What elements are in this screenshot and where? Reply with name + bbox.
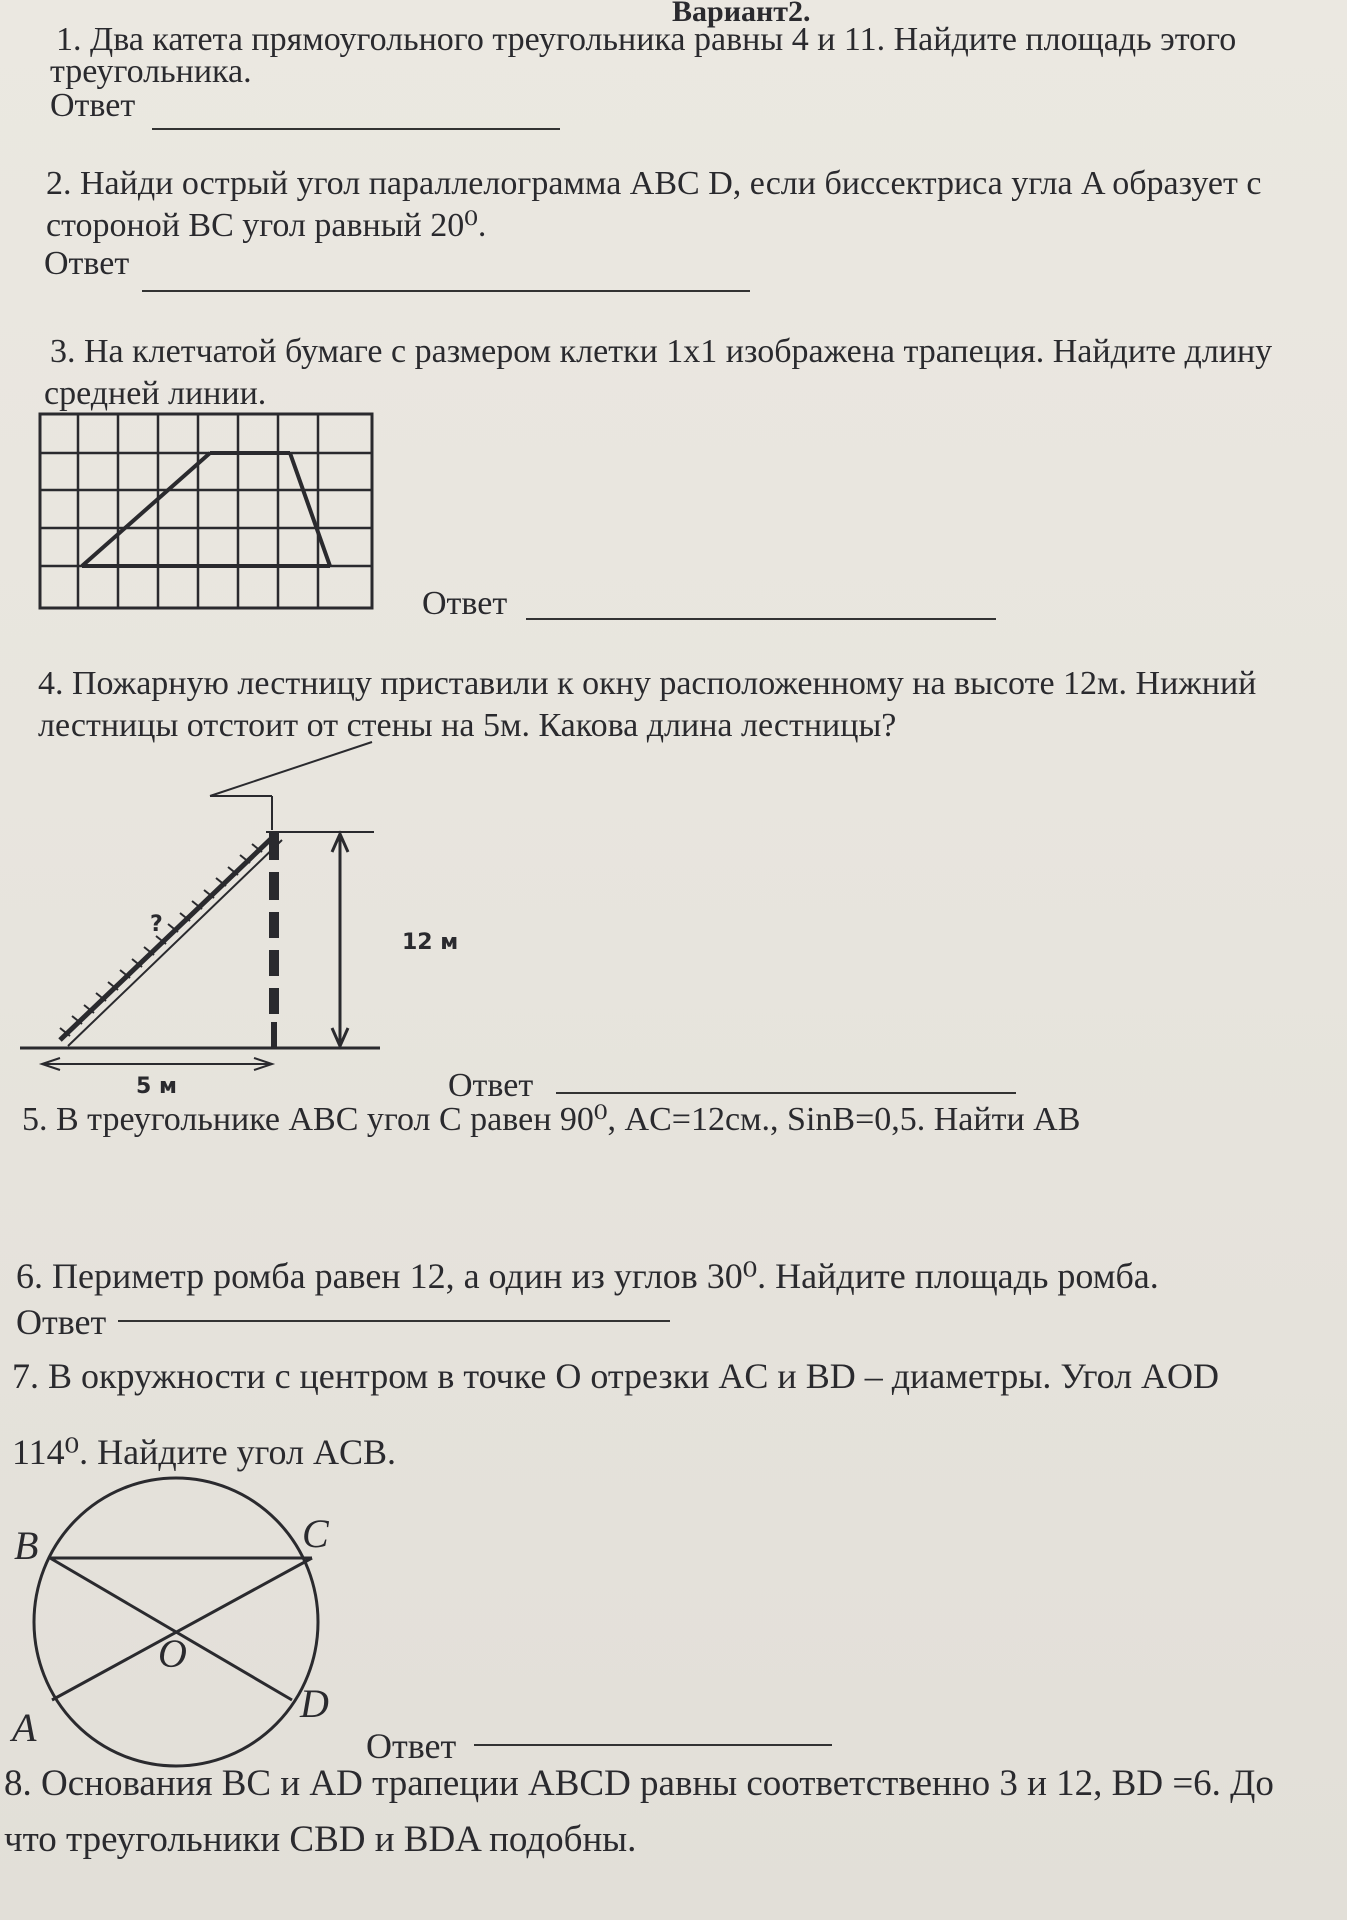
q4-text-line1: 4. Пожарную лестницу приставили к окну расположенному на высоте 12м. Нижний [38,665,1257,702]
point-C-label: C [302,1511,329,1556]
q4-answer-line[interactable] [556,1092,1016,1094]
q2-answer-line[interactable] [142,290,750,292]
q8-text-line2: что треугольники CBD и BDA подобны. [4,1819,637,1860]
q4-ladder-figure [20,740,460,1080]
q7-answer-line[interactable] [474,1744,832,1746]
q6-answer-label: Ответ [16,1302,107,1342]
q7-text-line2: 114⁰. Найдите угол ACB. [12,1432,397,1472]
ladder-unknown-length-label: ? [150,912,163,937]
point-B-label: B [14,1523,39,1568]
q3-text-line1: 3. На клетчатой бумаге с размером клетки 1x1 изображена трапеция. Найдите длину [50,333,1273,370]
q1-answer-label: Ответ [50,87,136,124]
q2-text-line2: стороной BC угол равный 20⁰. [46,207,487,244]
q2-text-line1: 2. Найди острый угол параллелограмма ABC D, если биссектриса угла A образует с [46,165,1262,202]
point-O-label: O [158,1631,187,1676]
q6-text-line1: 6. Периметр ромба равен 12, а один из углов 30⁰. Найдите площадь ромба. [16,1256,1159,1296]
q8-text-line1: 8. Основания BC и AD трапеции ABCD равны соответственно 3 и 12, BD =6. До [4,1763,1274,1804]
height-label: 12 м [402,930,459,955]
base-distance-label: 5 м [136,1074,177,1099]
q1-answer-line[interactable] [152,128,560,130]
q4-answer-label: Ответ [448,1067,534,1104]
point-A-label: A [12,1705,37,1750]
point-D-label: D [300,1681,329,1726]
variant-title: Вариант2. [672,0,811,28]
q3-answer-label: Ответ [422,585,508,622]
q2-answer-label: Ответ [44,245,130,282]
q7-circle-figure [20,1470,340,1780]
q7-text-line1: 7. В окружности с центром в точке O отрезки AC и BD – диаметры. Угол AOD [12,1356,1220,1396]
q6-answer-line[interactable] [118,1320,670,1322]
q1-text-line1: 1. Два катета прямоугольного треугольника равны 4 и 11. Найдите площадь этого [56,21,1237,58]
q1-text-line2: треугольника. [50,53,252,90]
q3-answer-line[interactable] [526,618,996,620]
q5-text-line1: 5. В треугольнике ABC угол C равен 90⁰, AC=12см., SinB=0,5. Найти AB [22,1101,1081,1138]
q4-text-line2: лестницы отстоит от стены на 5м. Какова длина лестницы? [38,707,897,744]
q7-answer-label: Ответ [366,1726,457,1766]
q3-text-line2: средней линии. [44,375,267,412]
q3-trapezoid-grid-figure [38,410,376,610]
